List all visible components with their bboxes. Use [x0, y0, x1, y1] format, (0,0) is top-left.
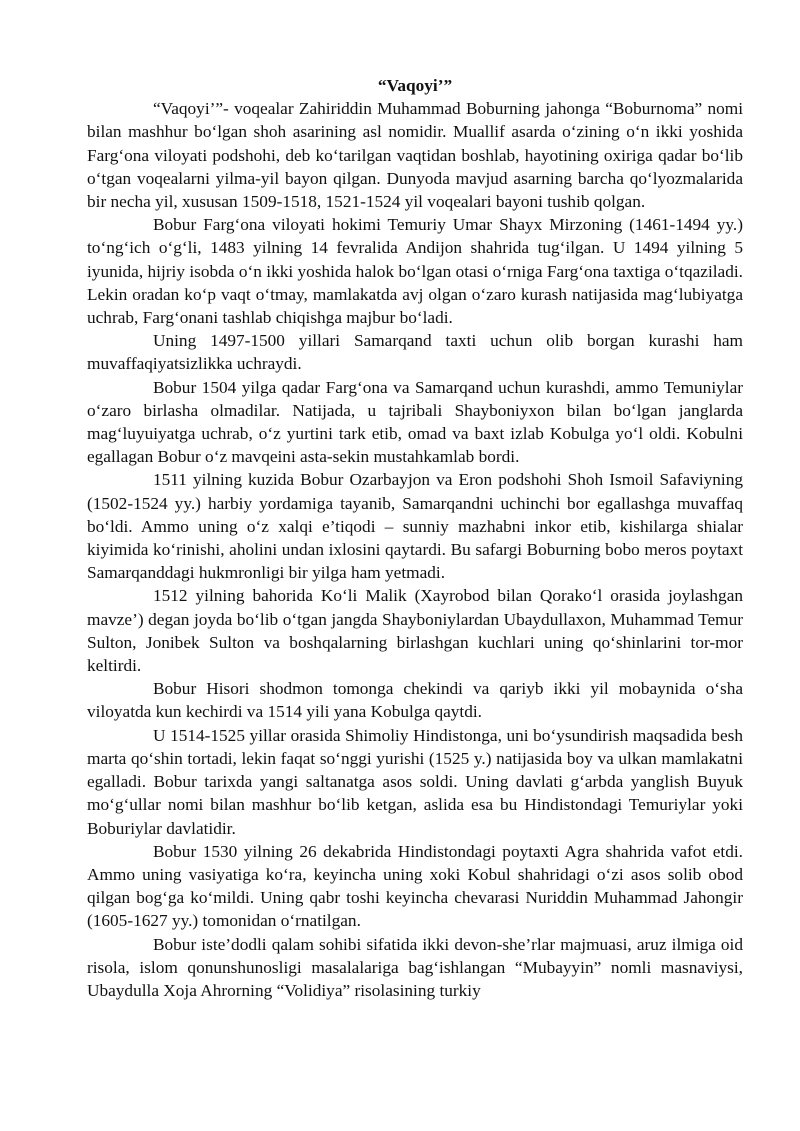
paragraph-2: Bobur Farg‘ona viloyati hokimi Temuriy Umar Shayx Mirzoning (1461-1494 yy.) to‘ng‘ich o‘g‘li, 1483 yilning 14 fevralida Andijon shahrida tug‘ilgan. U 1494 yilning 5 iyunida, hijriy isobda o‘n ikki yoshida halok bo‘lgan otasi o‘rniga Farg‘ona taxtiga o‘tqaziladi. Lekin oradan ko‘p vaqt o‘tmay, mamlakatda avj olgan o‘zaro kurash natijasida mag‘lubiyatga uchrab, Farg‘onani tashlab chiqishga majbur bo‘ladi. [87, 215, 743, 328]
document-title: “Vaqoyi’” [377, 76, 453, 95]
paragraph-7: Bobur Hisori shodmon tomonga chekindi va qariyb ikki yil mobaynida o‘sha viloyatda kun kechirdi va 1514 yili yana Kobulga qaytdi. [87, 679, 743, 722]
paragraph-10: Bobur iste’dodli qalam sohibi sifatida ikki devon-she’rlar majmuasi, aruz ilmiga oid risola, islom qonunshunosligi masalalariga bag‘ishlangan “Mubayyin” nomli masnaviysi, Ubaydulla Xoja Ahrorning “Volidiya” risolasining turkiy [87, 934, 743, 1000]
document-page [87, 74, 743, 1002]
paragraph-5: 1511 yilning kuzida Bobur Ozarbayjon va Eron podshohi Shoh Ismoil Safaviyning (1502-1524 yy.) harbiy yordamiga tayanib, Samarqandni uchinchi bor egallashga muvaffaq bo‘ldi. Ammo uning o‘z xalqi e’tiqodi – sunniy mazhabni inkor etib, kishilarga shialar kiyimida ko‘rinishi, aholini undan ixlosini qaytardi. Bu safargi Boburning bobo meros poytaxt Samarqanddagi hukmronligi bir yilga ham yetmadi. [87, 470, 743, 583]
paragraph-4: Bobur 1504 yilga qadar Farg‘ona va Samarqand uchun kurashdi, ammo Temuniylar o‘zaro birlasha olmadilar. Natijada, u tajribali Shayboniyxon bilan bo‘lgan janglarda mag‘luyuiyatga uchrab, o‘z yurtini tark etib, omad va baxt izlab Kobulga yo‘l oldi. Kobulni egallagan Bobur o‘z mavqeini asta-sekin mustahkamlab bordi. [87, 377, 743, 467]
paragraph-1: “Vaqoyi’”- voqealar Zahiriddin Muhammad Boburning jahonga “Boburnoma” nomi bilan mashhur bo‘lgan shoh asarining asl nomidir. Muallif asarda o‘zining o‘n ikki yoshida Farg‘ona viloyati podshohi, deb ko‘tarilgan vaqtidan boshlab, hayotining oxiriga qadar bo‘lib o‘tgan voqealarni yilma-yil bayon qilgan. Dunyoda mavjud asarning barcha qo‘lyozmalarida bir necha yil, xususan 1509-1518, 1521-1524 yil voqealari bayoni tushib qolgan. [87, 99, 743, 212]
paragraph-6: 1512 yilning bahorida Ko‘li Malik (Xayrobod bilan Qorako‘l orasida joylashgan mavze’) degan joyda bo‘lib o‘tgan jangda Shayboniylardan Ubaydullaxon, Muhammad Temur Sulton, Jonibek Sulton va boshqalarning birlashgan kuchlari uning qo‘shinlarini tor-mor keltirdi. [87, 586, 743, 676]
paragraph-8: U 1514-1525 yillar orasida Shimoliy Hindistonga, uni bo‘ysundirish maqsadida besh marta qo‘shin tortadi, lekin faqat so‘nggi yurishi (1525 y.) natijasida boy va ulkan mamlakatni egalladi. Bobur tarixda yangi saltanatga asos soldi. Uning davlati g‘arbda yanglish Buyuk mo‘g‘ullar nomi bilan mashhur bo‘lib ketgan, aslida esa bu Hindistondagi Temuriylar yoki Boburiylar davlatidir. [87, 725, 743, 838]
paragraph-9: Bobur 1530 yilning 26 dekabrida Hindistondagi poytaxti Agra shahrida vafot etdi. Ammo uning vasiyatiga ko‘ra, keyincha uning xoki Kobul shahridagi o‘zi asos solib obod qilgan bog‘ga ko‘mildi. Uning qabr toshi keyincha chevarasi Nuriddin Muhammad Jahongir (1605-1627 yy.) tomonidan o‘rnatilgan. [87, 841, 743, 931]
paragraph-3: Uning 1497-1500 yillari Samarqand taxti uchun olib borgan kurashi ham muvaffaqiyatsizlikka uchraydi. [87, 331, 743, 374]
